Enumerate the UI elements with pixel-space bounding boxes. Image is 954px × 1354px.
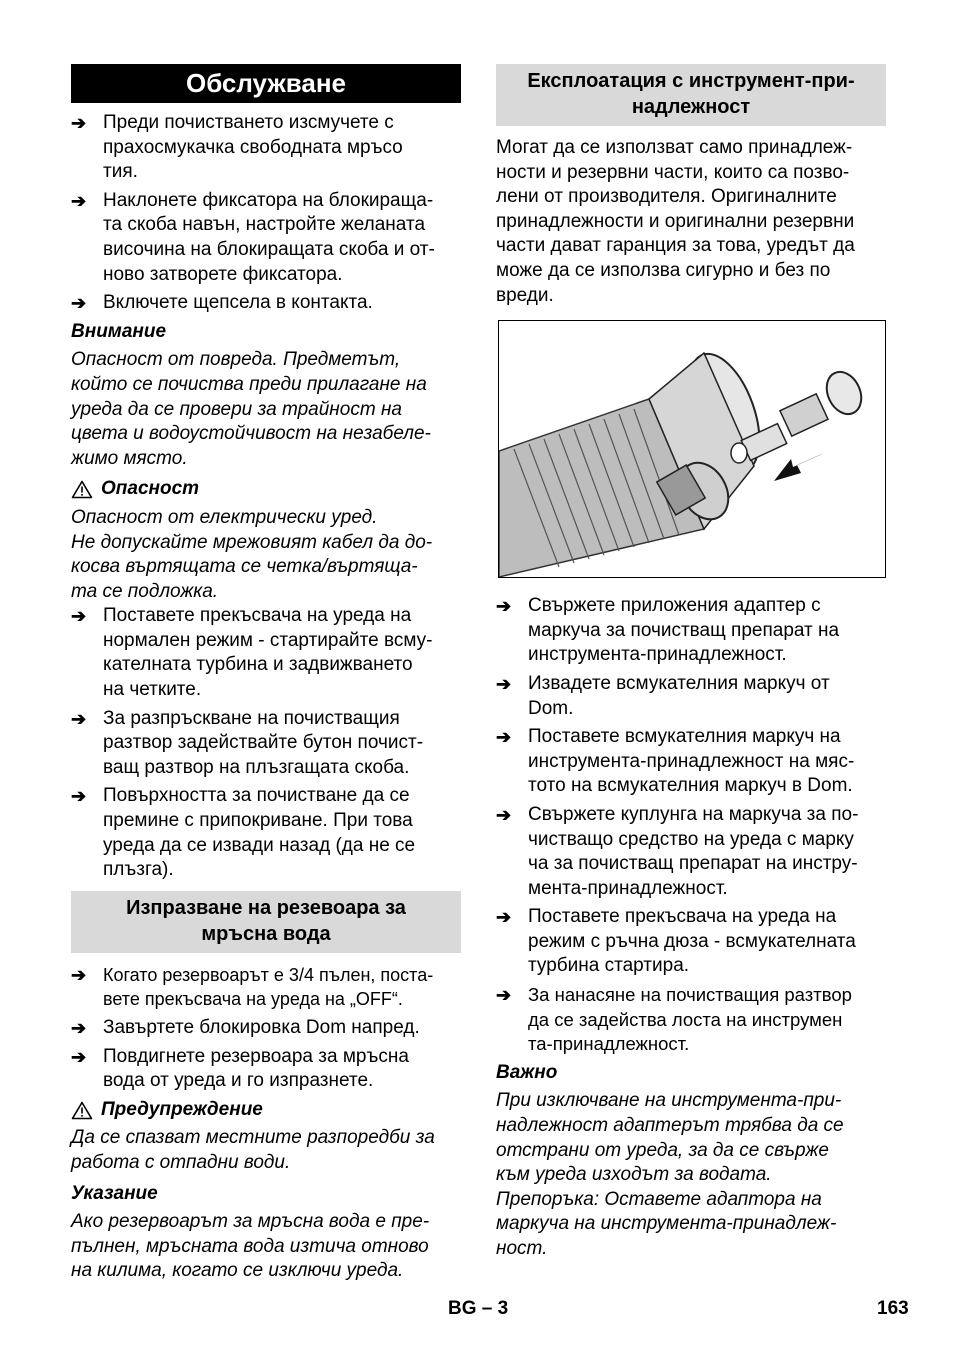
note-heading: Указание bbox=[71, 1182, 158, 1204]
arrow-right-icon: ➔ bbox=[71, 190, 87, 211]
list-item: ➔ Включете щепсела в контакта. bbox=[71, 291, 461, 316]
list-item: ➔ Поставете прекъсвача на уреда на нормален режим - стартирайте всму- кателната турбина и задвижването на четките. bbox=[71, 604, 461, 702]
steps-list-3 bbox=[71, 963, 461, 1094]
arrow-right-icon: ➔ bbox=[71, 1046, 87, 1067]
list-item: ➔ За разпръскване на почистващия разтвор задействайте бутон почист- ващ разтвор на плъзгащата скоба. bbox=[71, 707, 461, 781]
warning-triangle-icon bbox=[71, 480, 93, 499]
danger-heading-label: Опасност bbox=[101, 478, 200, 500]
list-item: ➔ За нанасяне на почистващия разтвор да се задейства лоста на инструмен та-принадлежност. bbox=[496, 983, 886, 1057]
arrow-right-icon: ➔ bbox=[71, 1018, 87, 1038]
hose-adapter-illustration bbox=[499, 321, 885, 577]
section-title-accessory-operation: Експлоатация с инструмент-при- надлежност bbox=[496, 64, 886, 126]
intro-paragraph: Могат да се използват само принадлеж- ности и резервни части, които са позво- лени от производителя. Оригиналните принадлежности и оригинални резервни части дават гаранция за това, уредът да може да се използва сигурно и без по вреди. bbox=[496, 137, 855, 306]
arrow-right-icon: ➔ bbox=[496, 985, 512, 1006]
right-column bbox=[496, 64, 886, 1262]
steps-list-1 bbox=[71, 111, 461, 316]
list-item: ➔ Повдигнете резервоара за мръсна вода от уреда и го изпразнете. bbox=[71, 1045, 461, 1094]
section-title-maintenance: Обслужване bbox=[71, 64, 461, 103]
accessory-hose-figure bbox=[498, 320, 886, 578]
list-item: ➔ Повърхността за почистване да се премине с припокриване. При това уреда да се извади назад (да не се плъзга). bbox=[71, 784, 461, 882]
list-item: ➔ Завъртете блокировка Dom напред. bbox=[71, 1016, 461, 1041]
arrow-right-icon: ➔ bbox=[496, 907, 512, 928]
list-item: ➔ Свържете приложения адаптер с маркуча за почистващ препарат на инструмента-принадлежност. bbox=[496, 594, 886, 668]
list-item: ➔ Поставете всмукателния маркуч на инструмента-принадлежност на мяс- тото на всмукателния маркуч в Dom. bbox=[496, 725, 886, 799]
left-column bbox=[71, 64, 461, 1284]
footer-language-page: BG – 3 bbox=[448, 1298, 509, 1319]
note-text: Ако резервоарът за мръсна вода е пре- пълнен, мръсната вода изтича отново на килима, когато се изключи уреда. bbox=[71, 1211, 430, 1282]
warning-text: Да се спазват местните разпоредби за работа с отпадни води. bbox=[71, 1127, 435, 1173]
steps-list-right bbox=[496, 594, 886, 1057]
list-item: ➔ Извадете всмукателния маркуч от Dom. bbox=[496, 672, 886, 721]
warning-triangle-icon bbox=[71, 1101, 93, 1120]
arrow-right-icon: ➔ bbox=[71, 708, 87, 729]
arrow-right-icon: ➔ bbox=[71, 113, 87, 133]
important-heading: Важно bbox=[496, 1061, 558, 1083]
danger-heading bbox=[71, 477, 461, 502]
arrow-right-icon: ➔ bbox=[496, 596, 512, 617]
arrow-right-icon: ➔ bbox=[71, 293, 87, 314]
arrow-right-icon: ➔ bbox=[71, 786, 87, 807]
attention-text: Опасност от повреда. Предметът, който се почиства преди прилагане на уреда да се провери за трайност на цвета и водоустойчивост на незабеле- жимо място. bbox=[71, 349, 431, 469]
warning-heading bbox=[71, 1098, 461, 1123]
list-item: ➔ Поставете прекъсвача на уреда на режим с ръчна дюза - всмукателната турбина стартира. bbox=[496, 905, 886, 979]
list-item: ➔ Свържете куплунга на маркуча за по- чистващо средство на уреда с марку ча за почистващ препарат на инстру- мента-принадлежност. bbox=[496, 803, 886, 901]
arrow-right-icon: ➔ bbox=[71, 606, 87, 627]
attention-heading: Внимание bbox=[71, 320, 167, 342]
arrow-right-icon: ➔ bbox=[71, 964, 87, 985]
list-item: ➔ Преди почистването изсмучете с прахосмукачка свободната мръсо тия. bbox=[71, 111, 461, 185]
arrow-right-icon: ➔ bbox=[496, 673, 512, 694]
danger-text: Опасност от електрически уред. Не допускайте мрежовият кабел да до- косва въртящата се четка/въртяща- та се подложка. bbox=[71, 506, 433, 602]
section-title-empty-tank: Изпразване на резевоара за мръсна вода bbox=[71, 891, 461, 953]
steps-list-2 bbox=[71, 604, 461, 883]
page-number: 163 bbox=[877, 1298, 909, 1319]
important-text: При изключване на инструмента-при- надлежност адаптерът трябва да се отстрани от уреда, за да се свърже към уреда изходът за водата. Препоръка: Оставете адаптора на маркуча на инструмента-принадлеж- ност. bbox=[496, 1090, 844, 1259]
arrow-right-icon: ➔ bbox=[496, 727, 512, 748]
list-item: ➔ Когато резервоарът е 3/4 пълен, поста- вете прекъсвача на уреда на „OFF“. bbox=[71, 963, 461, 1012]
warning-heading-label: Предупреждение bbox=[101, 1098, 263, 1120]
arrow-right-icon: ➔ bbox=[496, 804, 512, 825]
list-item: ➔ Наклонете фиксатора на блокираща- та скоба навън, настройте желаната височина на блокиращата скоба и от- ново затворете фиксатора. bbox=[71, 189, 461, 287]
